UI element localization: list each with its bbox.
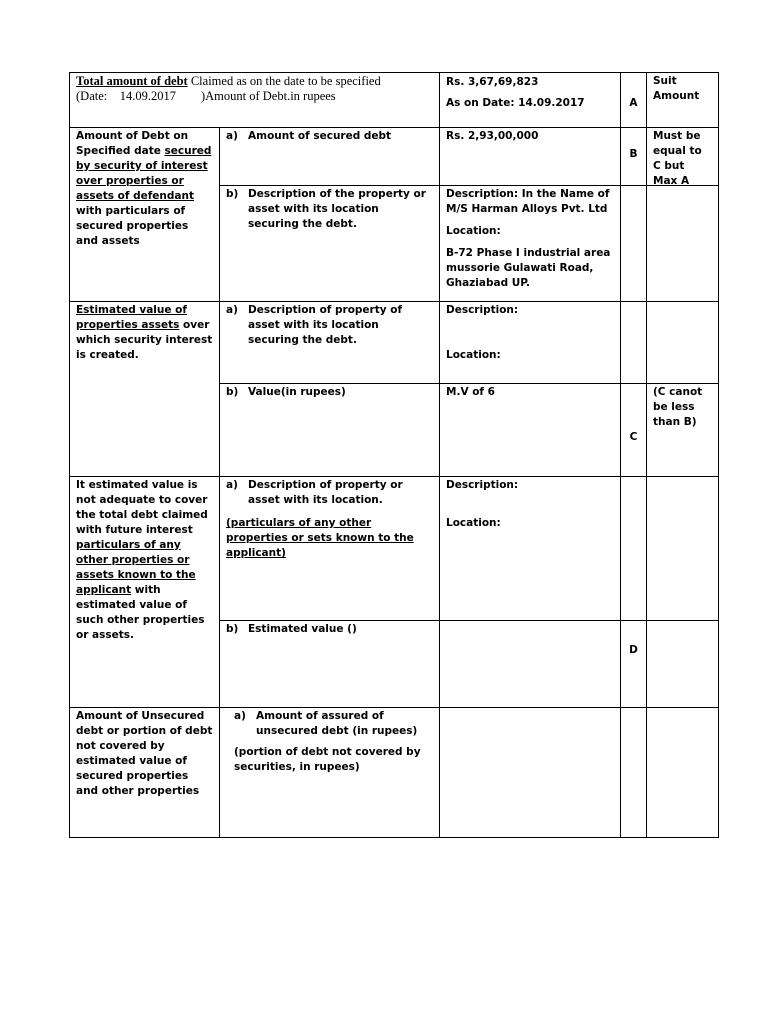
letter-a: A	[629, 97, 638, 109]
estimated-a-label: a)	[226, 304, 238, 316]
other-a-sub: (particulars of any other properties or sets known to the applicant)	[226, 517, 414, 559]
estimated-b-text: Value(in rupees)	[248, 386, 346, 398]
other-b-note-cell	[647, 621, 718, 708]
estimated-b-label: b)	[226, 386, 239, 398]
unsecured-label-cell	[70, 708, 220, 837]
secured-letter-cell	[621, 128, 647, 186]
other-b-label: b)	[226, 623, 239, 635]
other-a-note-cell	[647, 477, 718, 621]
header-note-cell	[647, 73, 718, 128]
unsecured-letter-cell	[621, 708, 647, 837]
other-b-text: Estimated value ()	[248, 623, 357, 635]
estimated-a-note-cell	[647, 302, 718, 384]
estimated-label-cell	[70, 302, 220, 477]
other-a-letter-cell	[621, 477, 647, 621]
unsecured-note-cell	[647, 708, 718, 837]
estimated-a-text: Description of property of asset with its location securing the debt.	[248, 304, 403, 346]
secured-b-note-cell	[647, 186, 718, 302]
other-a-value-cell	[440, 477, 621, 621]
unsecured-a-text: Amount of assured of unsecured debt (in rupees)	[256, 710, 418, 737]
secured-a-text: Amount of secured debt	[248, 130, 392, 142]
header-title-bold: Total amount of debt	[76, 74, 188, 88]
header-row	[70, 73, 718, 128]
secured-b-label: b)	[226, 188, 239, 200]
secured-label-post: with particulars of secured properties and assets	[76, 205, 189, 247]
estimated-letter-cell	[621, 384, 647, 477]
secured-b-text: Description of the property or asset with its location securing the debt.	[248, 188, 426, 230]
secured-b-value-cell	[440, 186, 621, 302]
other-label-underlined: particulars of any other properties or assets known to the applicant	[76, 539, 196, 596]
estimated-note: (C canot be less than B)	[653, 386, 703, 428]
other-label-cell	[70, 477, 220, 708]
other-b-cell	[220, 621, 440, 708]
secured-a-cell	[220, 128, 440, 186]
other-a-description: Description:	[446, 479, 519, 491]
secured-a-value-cell	[440, 128, 621, 186]
unsecured-a-label: a)	[234, 710, 246, 722]
estimated-a-letter-cell	[621, 302, 647, 384]
header-amount: Rs. 3,67,69,823	[446, 76, 539, 88]
other-b-value-cell	[440, 621, 621, 708]
header-as-on-date: As on Date: 14.09.2017	[446, 97, 585, 109]
header-title-rest: Claimed as on the date to be specified	[187, 74, 381, 88]
secured-label-underlined: secured by security of interest over properties or assets of defendant	[76, 145, 212, 202]
secured-b-cell	[220, 186, 440, 302]
header-note: Suit Amount	[653, 75, 700, 102]
header-letter-cell	[621, 73, 647, 128]
secured-a-label: a)	[226, 130, 238, 142]
secured-note: Must be equal to C but Max A	[653, 130, 702, 187]
unsecured-a-sub: (portion of debt not covered by securities, in rupees)	[234, 746, 421, 773]
estimated-label-post: over which security interest is created.	[76, 319, 213, 361]
header-date-line: (Date: 14.09.2017 )Amount of Debt.in rupees	[76, 89, 336, 103]
other-a-text: Description of property or asset with its location.	[248, 479, 403, 506]
estimated-a-value-cell	[440, 302, 621, 384]
secured-b-address: B-72 Phase I industrial area mussorie Gulawati Road, Ghaziabad UP.	[446, 247, 611, 289]
secured-b-description: Description: In the Name of M/S Harman Alloys Pvt. Ltd	[446, 188, 610, 215]
estimated-note-cell	[647, 384, 718, 477]
unsecured-label: Amount of Unsecured debt or portion of debt not covered by estimated value of secured properties and other properties	[76, 710, 213, 797]
other-letter-cell	[621, 621, 647, 708]
estimated-label-underlined: Estimated value of properties assets	[76, 304, 187, 331]
header-title-cell	[70, 73, 440, 128]
other-a-location: Location:	[446, 517, 501, 529]
estimated-b-value: M.V of 6	[446, 386, 495, 398]
estimated-a-cell	[220, 302, 440, 384]
debt-table	[69, 72, 719, 838]
other-label-post: with estimated value of such other properties or assets.	[76, 584, 205, 641]
secured-b-letter-cell	[621, 186, 647, 302]
letter-d: D	[629, 644, 638, 656]
header-amount-cell	[440, 73, 621, 128]
estimated-b-cell	[220, 384, 440, 477]
other-a-label: a)	[226, 479, 238, 491]
other-label-pre: It estimated value is not adequate to cover the total debt claimed with future interest	[76, 479, 208, 536]
other-a-cell	[220, 477, 440, 621]
secured-label-pre: Amount of Debt on Specified date	[76, 130, 189, 157]
letter-c: C	[629, 431, 638, 443]
unsecured-value-cell	[440, 708, 621, 837]
secured-label-cell	[70, 128, 220, 302]
estimated-a-location: Location:	[446, 349, 501, 361]
secured-a-value: Rs. 2,93,00,000	[446, 130, 539, 142]
estimated-b-value-cell	[440, 384, 621, 477]
secured-note-cell	[647, 128, 718, 186]
estimated-a-description: Description:	[446, 304, 519, 316]
secured-b-location: Location:	[446, 225, 501, 237]
letter-b: B	[629, 148, 638, 160]
unsecured-a-cell	[220, 708, 440, 837]
